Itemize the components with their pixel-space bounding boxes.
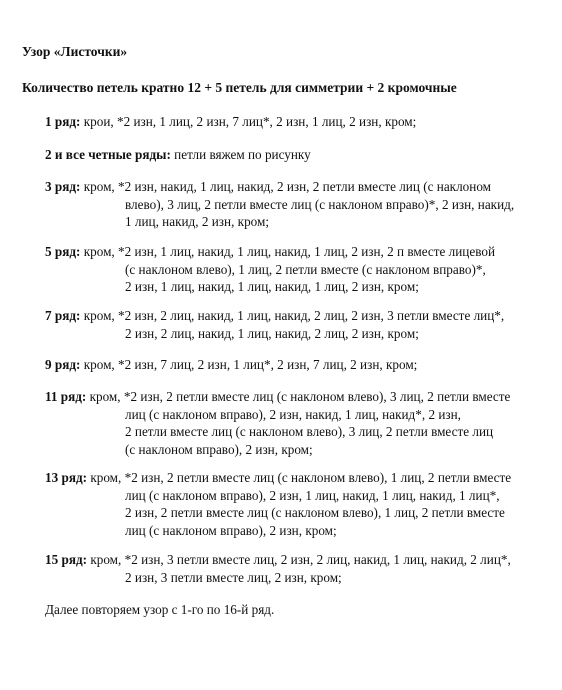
row-9 [45,356,555,374]
row-text-continued: (с наклоном вправо), 2 изн, кром; [125,441,313,457]
row-1 [45,113,555,131]
row-label: 1 ряд: [45,114,81,129]
row-text-continued: (с наклоном влево), 1 лиц, 2 петли вместе (с наклоном вправо)*, [125,261,486,277]
row-2-even [45,146,555,164]
row-text-continued: 2 петли вместе лиц (с наклоном влево), 3 лиц, 2 петли вместе лиц [125,424,494,439]
row-label: 15 ряд: [45,552,88,567]
row-text: кром, *2 изн, 3 петли вместе лиц, 2 изн, 2 лиц, накид, 1 лиц, накид, 2 лиц*, [90,552,511,567]
row-label: 11 ряд: [45,389,87,404]
row-text: кром, *2 изн, накид, 1 лиц, накид, 2 изн, 2 петли вместе лиц (с наклоном [83,179,492,194]
row-3 [45,178,555,231]
pattern-title: Узор «Листочки» [22,44,128,59]
row-text: кром, *2 изн, 2 петли вместе лиц (с наклоном влево), 3 лиц, 2 петли вместе [89,389,511,404]
row-7 [45,307,555,342]
row-label: 3 ряд: [45,179,81,194]
row-text: петли вяжем по рисунку [174,147,311,162]
row-label: 13 ряд: [45,470,88,485]
row-text-continued: 2 изн, 2 петли вместе лиц (с наклоном влево), 1 лиц, 2 петли вместе [125,505,505,520]
row-text-continued: лиц (с наклоном вправо), 2 изн, накид, 1 лиц, накид*, 2 изн, [125,406,461,422]
row-13 [45,469,555,539]
row-text-continued: 2 изн, 2 лиц, накид, 1 лиц, накид, 2 лиц, 2 изн, кром; [125,325,419,341]
row-text-continued: лиц (с наклоном вправо), 2 изн, 1 лиц, накид, 1 лиц, накид, 1 лиц*, [125,487,500,503]
row-text-continued: 2 изн, 3 петли вместе лиц, 2 изн, кром; [125,569,342,585]
row-text-continued: лиц (с наклоном вправо), 2 изн, кром; [125,522,337,538]
row-text-continued: 1 лиц, накид, 2 изн, кром; [125,214,270,229]
row-text: кром, *2 изн, 1 лиц, накид, 1 лиц, накид, 1 лиц, 2 изн, 2 п вместе лицевой [83,244,495,259]
repeat-instruction: Далее повторяем узор с 1-го по 16-й ряд. [45,602,275,617]
row-label: 2 и все четные ряды: [45,147,171,162]
row-5 [45,243,555,296]
row-text: кром, *2 изн, 7 лиц, 2 изн, 1 лиц*, 2 изн, 7 лиц, 2 изн, кром; [83,357,418,372]
row-11 [45,388,555,458]
row-text: кром, *2 изн, 2 лиц, накид, 1 лиц, накид, 2 лиц, 2 изн, 3 петли вместе лиц*, [83,308,505,323]
row-text: кром, *2 изн, 2 петли вместе лиц (с наклоном влево), 1 лиц, 2 петли вместе [90,470,512,485]
stitch-count-heading: Количество петель кратно 12 + 5 петель для симметрии + 2 кромочные [22,80,457,95]
row-text: крои, *2 изн, 1 лиц, 2 изн, 7 лиц*, 2 изн, 1 лиц, 2 изн, кром; [83,114,417,129]
row-label: 5 ряд: [45,244,81,259]
row-text-continued: 2 изн, 1 лиц, накид, 1 лиц, накид, 1 лиц, 2 изн, кром; [125,279,419,294]
row-label: 9 ряд: [45,357,81,372]
row-label: 7 ряд: [45,308,81,323]
row-text-continued: влево), 3 лиц, 2 петли вместе лиц (с наклоном вправо)*, 2 изн, накид, [125,196,515,212]
row-15 [45,551,555,586]
